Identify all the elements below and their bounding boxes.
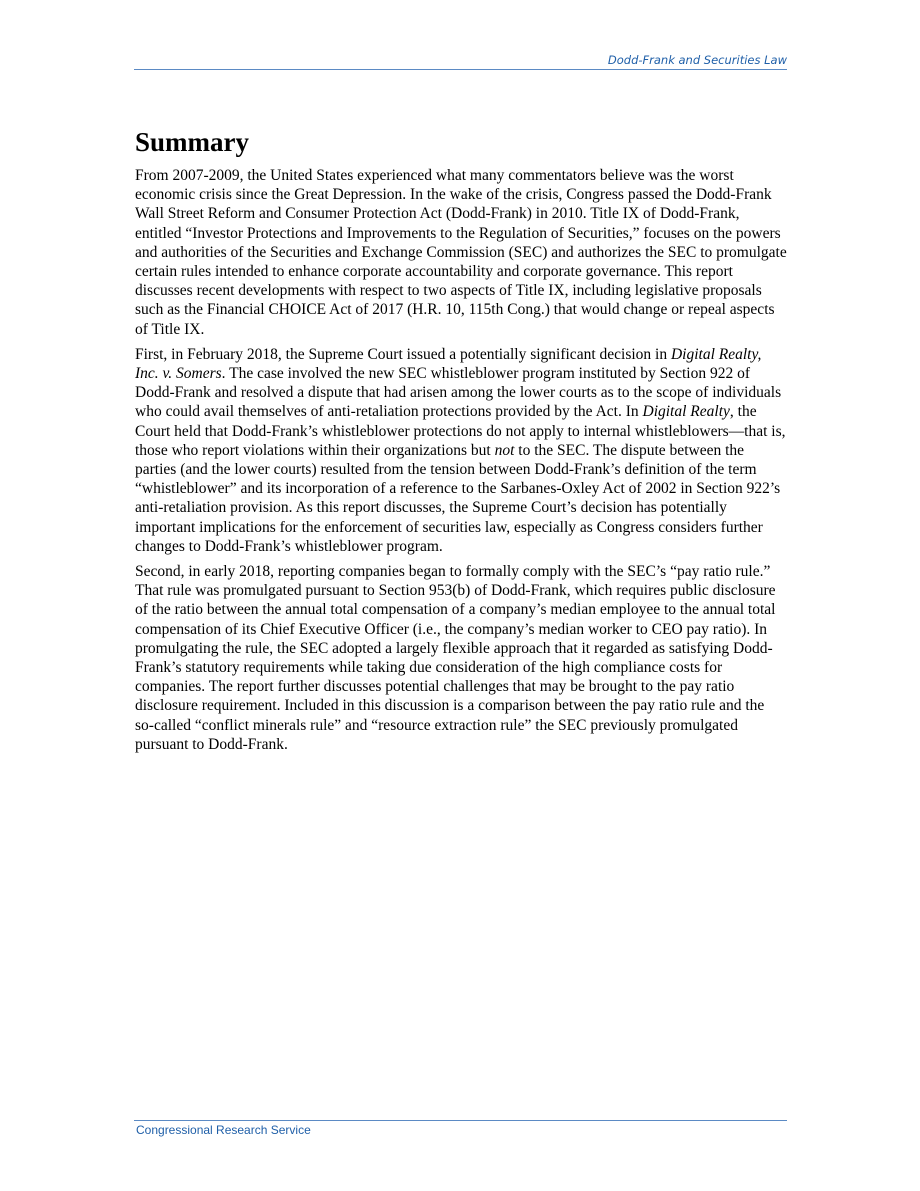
text-segment: From 2007-2009, the United States experienced what many commentators believe was the worst economic crisis since the Great Depression. In the wake of the crisis, Congress passed the Dodd-Frank Wall Street Reform and Consumer Protection Act (Dodd-Frank) in 2010. Title IX of Dodd-Frank, entitled “Investor Protections and Improvements to the Regulation of Securities,” focuses on the powers and authorities of the Securities and Exchange Commission (SEC) and authorizes the SEC to promulgate certain rules intended to enhance corporate accountability and corporate governance. This report discusses recent developments with respect to two aspects of Title IX, including legislative proposals such as the Financial CHOICE Act of 2017 (H.R. 10, 115th Cong.) that would change or repeal aspects of Title IX.: [135, 167, 787, 338]
paragraph-digital-realty: [135, 345, 787, 556]
text-segment: Second, in early 2018, reporting companies began to formally comply with the SEC’s “pay ratio rule.” That rule was promulgated pursuant to Section 953(b) of Dodd-Frank, which requires public disclosure of the ratio between the annual total compensation of a company’s median employee to the annual total compensation of its Chief Executive Officer (i.e., the company’s median worker to CEO pay ratio). In promulgating the rule, the SEC adopted a largely flexible approach that it regarded as satisfying Dodd-Frank’s statutory requirements while taking due consideration of the high compliance costs for companies. The report further discusses potential challenges that may be brought to the pay ratio disclosure requirement. Included in this discussion is a comparison between the pay ratio rule and the so-called “conflict minerals rule” and “resource extraction rule” the SEC previously promulgated pursuant to Dodd-Frank.: [135, 563, 776, 753]
running-header-title: Dodd-Frank and Securities Law: [607, 53, 787, 67]
text-segment: First, in February 2018, the Supreme Court issued a potentially significant decision in: [135, 345, 671, 363]
case-name-italic: Digital Realty, Inc. v. Somers: [135, 345, 762, 383]
emphasis-italic: not: [494, 441, 515, 459]
header-divider: [134, 69, 787, 70]
text-segment: , the Court held that Dodd-Frank’s whistleblower protections do not apply to internal whistleblowers—that is, those who report violations within their organizations but: [135, 403, 786, 459]
paragraph-pay-ratio: [135, 562, 787, 754]
page-title: Summary: [135, 127, 249, 157]
paragraph-intro: [135, 166, 787, 339]
footer-divider: [134, 1120, 787, 1121]
summary-section: [135, 124, 787, 760]
case-name-italic: Digital Realty: [642, 403, 730, 421]
footer-organization: Congressional Research Service: [136, 1123, 311, 1137]
text-segment: . The case involved the new SEC whistleblower program instituted by Section 922 of Dodd-Frank and resolved a dispute that had arisen among the lower courts as to the scope of individuals who could avail themselves of anti-retaliation protections provided by the Act. In: [135, 365, 782, 421]
text-segment: to the SEC. The dispute between the parties (and the lower courts) resulted from the tension between Dodd-Frank’s definition of the term “whistleblower” and its incorporation of a reference to the Sarbanes-Oxley Act of 2002 in Section 922’s anti-retaliation provision. As this report discusses, the Supreme Court’s decision has potentially important implications for the enforcement of securities law, especially as Congress considers further changes to Dodd-Frank’s whistleblower program.: [135, 441, 781, 555]
